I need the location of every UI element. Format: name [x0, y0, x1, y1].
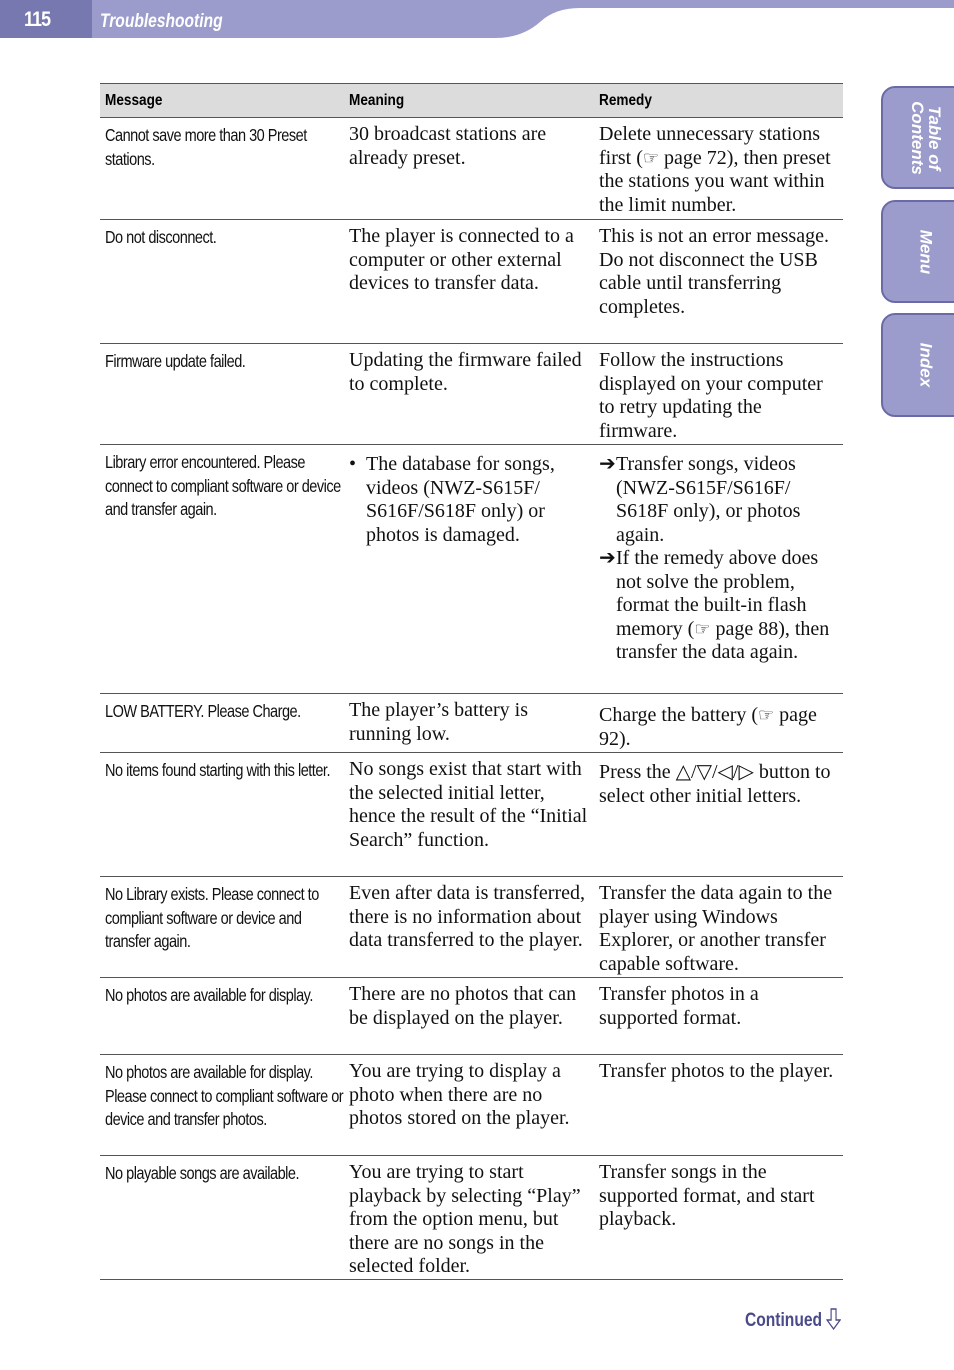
tab-label: Index: [916, 342, 936, 388]
table-row: [100, 118, 843, 220]
message-text: No Library exists. Please connect to compliant software or device and transfer again.: [105, 884, 319, 951]
column-header: Message: [105, 92, 163, 109]
meaning-text: The player’s battery is running low.: [349, 699, 529, 745]
page-number: 115: [24, 8, 51, 31]
meaning-text: You are trying to start playback by selecting “Play” from the option menu, but there are no songs in the selected folder.: [349, 1161, 581, 1277]
remedy-text: Charge the battery (☞ page 92).: [599, 704, 817, 750]
message-text: Library error encountered. Please connect to compliant software or device and transfer again.: [105, 452, 341, 519]
meaning-text: • The database for songs, videos (NWZ-S615F/ S616F/S618F only) or photos is damaged.: [349, 453, 555, 546]
right-arrow-icon: ➔: [599, 453, 616, 475]
pointing-hand-icon: ☞: [694, 618, 711, 639]
message-text: No photos are available for display. Please connect to compliant software or device and transfer photos.: [105, 1062, 344, 1129]
triangle-buttons-icon: △/▽/◁/▷: [675, 761, 754, 783]
remedy-text: Delete unnecessary stations first (☞ page 72), then preset the stations you want within the limit number.: [599, 123, 831, 216]
table-row: [100, 1055, 843, 1156]
remedy-item: ➔ Transfer songs, videos (NWZ-S615F/S616F/ S618F only), or photos again.: [599, 453, 801, 546]
remedy-text: Transfer photos in a supported format.: [599, 983, 759, 1029]
meaning-text: There are no photos that can be displayed on the player.: [349, 983, 577, 1029]
tab-table-of-contents[interactable]: [881, 86, 954, 189]
section-title: Troubleshooting: [100, 11, 223, 32]
pointing-hand-icon: ☞: [642, 147, 660, 168]
meaning-text: You are trying to display a photo when there are no photos stored on the player.: [349, 1060, 570, 1129]
meaning-text: The player is connected to a computer or other external devices to transfer data.: [349, 225, 574, 294]
troubleshooting-table: [100, 83, 843, 1280]
tab-menu[interactable]: [881, 200, 954, 303]
remedy-text: Transfer songs in the supported format, and start playback.: [599, 1161, 815, 1230]
remedy-text: This is not an error message. Do not disconnect the USB cable until transferring completes.: [599, 225, 829, 318]
remedy-text: Follow the instructions displayed on your computer to retry updating the firmware.: [599, 349, 823, 442]
right-arrow-icon: ➔: [599, 547, 616, 569]
message-text: No playable songs are available.: [105, 1163, 300, 1183]
page-header: [0, 0, 954, 40]
column-header: Meaning: [349, 92, 405, 109]
meaning-text: Even after data is transferred, there is no information about data transferred to the player.: [349, 882, 585, 951]
table-row: [100, 344, 843, 445]
meaning-text: 30 broadcast stations are already preset.: [349, 123, 547, 169]
message-text: LOW BATTERY. Please Charge.: [105, 701, 301, 721]
tab-label: Menu: [916, 229, 936, 274]
tab-label: Table of Contents: [908, 100, 944, 175]
meaning-text: Updating the firmware failed to complete.: [349, 349, 582, 395]
message-text: No photos are available for display.: [105, 985, 313, 1005]
message-text: Cannot save more than 30 Preset stations.: [105, 125, 307, 169]
remedy-item: ➔ If the remedy above does not solve the problem, format the built-in flash memory (☞ page 88), then transfer the data again.: [599, 547, 830, 663]
column-header: Remedy: [599, 92, 652, 109]
message-text: Firmware update failed.: [105, 351, 246, 371]
table-row: [100, 1156, 843, 1280]
table-row: [100, 753, 843, 877]
table-row: [100, 694, 843, 753]
continued-link[interactable]: Continued: [745, 1308, 841, 1332]
table-row: [100, 978, 843, 1055]
table-row: [100, 220, 843, 344]
meaning-text: No songs exist that start with the selected initial letter, hence the result of the “Initial Search” function.: [349, 758, 588, 851]
bullet-icon: •: [349, 453, 357, 475]
down-arrow-icon: [826, 1308, 841, 1330]
pointing-hand-icon: ☞: [758, 705, 775, 725]
remedy-text: Transfer the data again to the player using Windows Explorer, or another transfer capable software.: [599, 882, 833, 975]
table-header: [100, 84, 843, 118]
table-row: [100, 877, 843, 978]
remedy-text: Press the △/▽/◁/▷ button to select other initial letters.: [599, 761, 831, 807]
message-text: No items found starting with this letter.: [105, 760, 331, 780]
table-row: [100, 445, 843, 694]
tab-index[interactable]: [881, 313, 954, 417]
remedy-text: Transfer photos to the player.: [599, 1060, 834, 1082]
message-text: Do not disconnect.: [105, 227, 217, 247]
